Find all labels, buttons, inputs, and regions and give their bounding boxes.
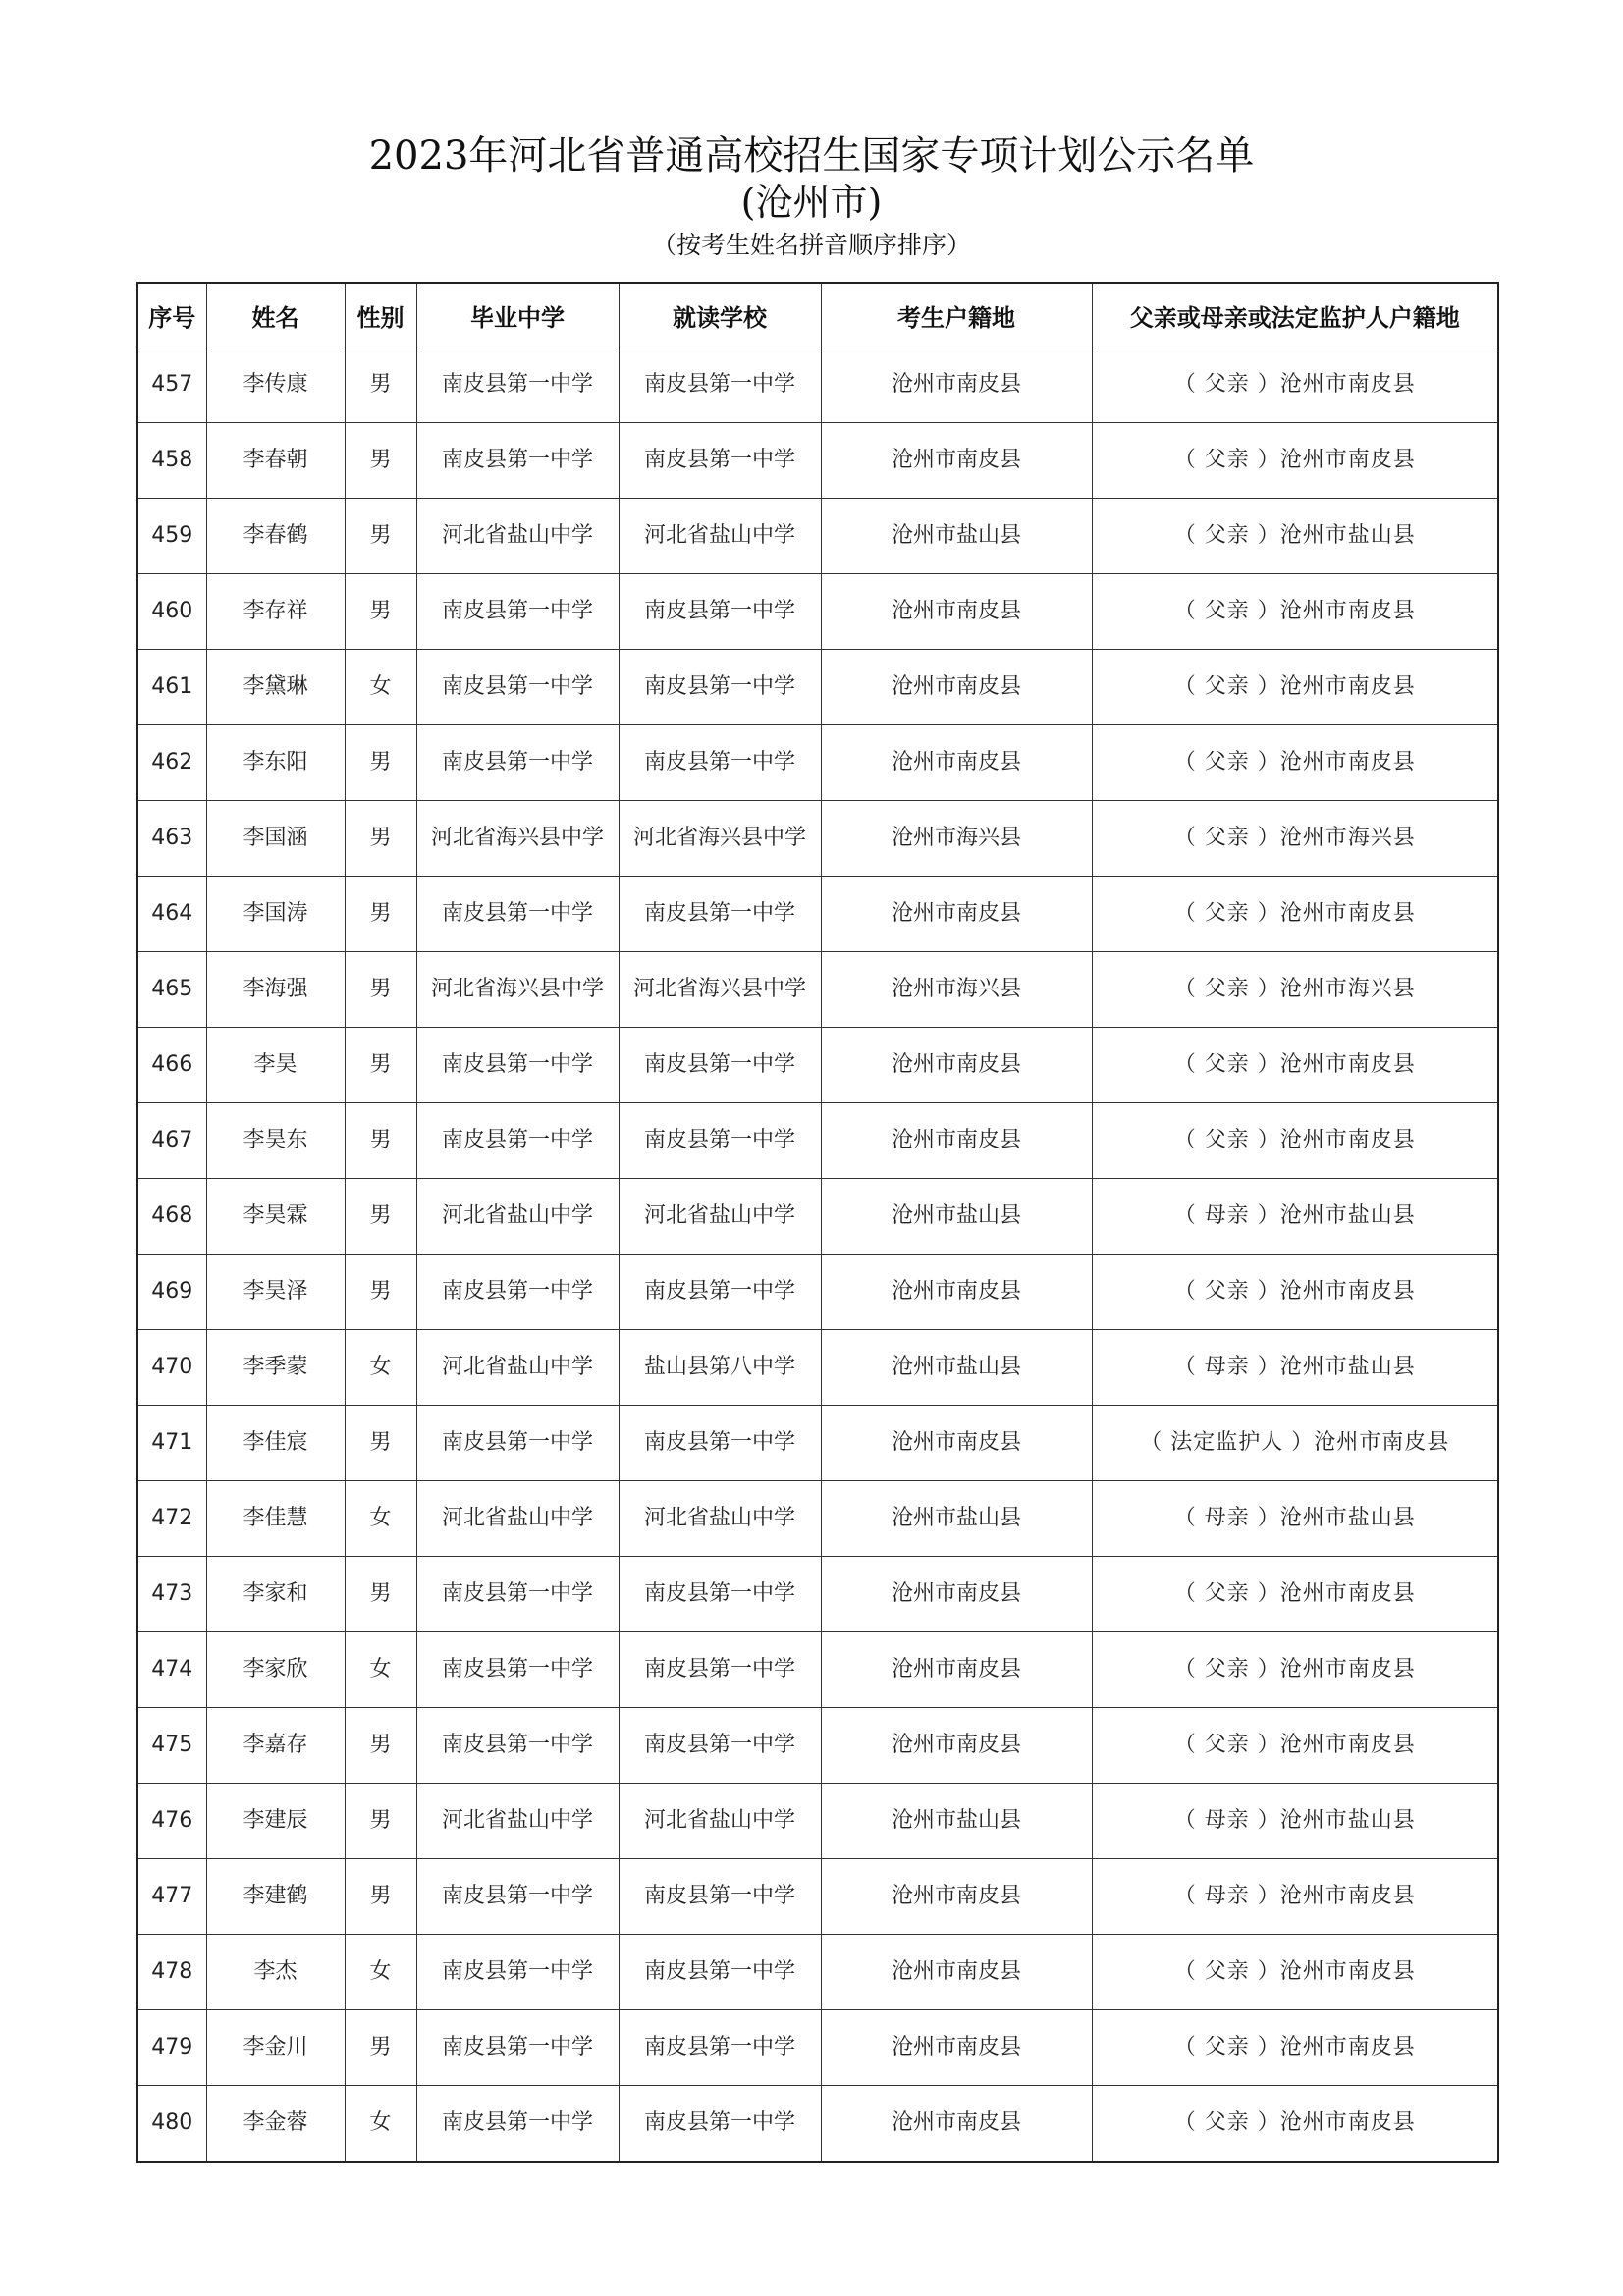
cell-guardian-household: （ 父亲 ）沧州市南皮县 (1092, 2086, 1498, 2163)
cell-gender: 男 (345, 1859, 416, 1935)
cell-student-household: 沧州市南皮县 (821, 877, 1092, 952)
cell-graduation-school: 河北省盐山中学 (416, 1481, 619, 1557)
cell-student-household: 沧州市盐山县 (821, 1481, 1092, 1557)
cell-name: 李佳宸 (206, 1406, 345, 1481)
table-row (137, 1179, 1498, 1255)
cell-graduation-school: 南皮县第一中学 (416, 650, 619, 725)
cell-name: 李嘉存 (206, 1708, 345, 1784)
cell-graduation-school: 南皮县第一中学 (416, 423, 619, 499)
cell-student-household: 沧州市南皮县 (821, 1859, 1092, 1935)
cell-gender: 女 (345, 1481, 416, 1557)
cell-name: 李金川 (206, 2010, 345, 2086)
cell-graduation-school: 南皮县第一中学 (416, 1406, 619, 1481)
cell-seq: 480 (137, 2086, 206, 2163)
cell-name: 李佳慧 (206, 1481, 345, 1557)
cell-student-household: 沧州市南皮县 (821, 1708, 1092, 1784)
cell-seq: 457 (137, 347, 206, 423)
cell-gender: 男 (345, 1179, 416, 1255)
cell-student-household: 沧州市南皮县 (821, 725, 1092, 801)
table-row (137, 2010, 1498, 2086)
table-row (137, 1255, 1498, 1330)
cell-gender: 男 (345, 1028, 416, 1103)
cell-current-school: 南皮县第一中学 (619, 1708, 821, 1784)
header-name: 姓名 (206, 283, 345, 347)
cell-current-school: 南皮县第一中学 (619, 1935, 821, 2010)
cell-gender: 男 (345, 423, 416, 499)
table-row (137, 1859, 1498, 1935)
cell-graduation-school: 南皮县第一中学 (416, 1935, 619, 2010)
cell-graduation-school: 河北省盐山中学 (416, 499, 619, 574)
cell-student-household: 沧州市南皮县 (821, 650, 1092, 725)
cell-seq: 469 (137, 1255, 206, 1330)
cell-gender: 女 (345, 2086, 416, 2163)
table-row (137, 2086, 1498, 2163)
cell-current-school: 南皮县第一中学 (619, 725, 821, 801)
cell-student-household: 沧州市南皮县 (821, 1255, 1092, 1330)
table-row (137, 1330, 1498, 1406)
cell-seq: 470 (137, 1330, 206, 1406)
header-seq: 序号 (137, 283, 206, 347)
cell-guardian-household: （ 父亲 ）沧州市南皮县 (1092, 1708, 1498, 1784)
cell-graduation-school: 南皮县第一中学 (416, 1708, 619, 1784)
cell-graduation-school: 河北省盐山中学 (416, 1179, 619, 1255)
cell-gender: 女 (345, 650, 416, 725)
cell-current-school: 河北省盐山中学 (619, 1784, 821, 1859)
cell-guardian-household: （ 母亲 ）沧州市盐山县 (1092, 1784, 1498, 1859)
cell-guardian-household: （ 父亲 ）沧州市南皮县 (1092, 347, 1498, 423)
cell-gender: 男 (345, 1406, 416, 1481)
cell-seq: 476 (137, 1784, 206, 1859)
header-guardian-household: 父亲或母亲或法定监护人户籍地 (1092, 283, 1498, 347)
cell-graduation-school: 南皮县第一中学 (416, 1028, 619, 1103)
cell-current-school: 南皮县第一中学 (619, 1859, 821, 1935)
table-row (137, 725, 1498, 801)
cell-guardian-household: （ 母亲 ）沧州市盐山县 (1092, 1179, 1498, 1255)
cell-gender: 男 (345, 1103, 416, 1179)
cell-graduation-school: 南皮县第一中学 (416, 877, 619, 952)
cell-student-household: 沧州市南皮县 (821, 1935, 1092, 2010)
cell-graduation-school: 南皮县第一中学 (416, 1103, 619, 1179)
cell-name: 李存祥 (206, 574, 345, 650)
table-row (137, 650, 1498, 725)
table-row (137, 801, 1498, 877)
cell-guardian-household: （ 父亲 ）沧州市南皮县 (1092, 1028, 1498, 1103)
cell-current-school: 南皮县第一中学 (619, 574, 821, 650)
cell-student-household: 沧州市南皮县 (821, 1557, 1092, 1632)
cell-name: 李海强 (206, 952, 345, 1028)
cell-graduation-school: 河北省盐山中学 (416, 1330, 619, 1406)
cell-gender: 男 (345, 952, 416, 1028)
cell-guardian-household: （ 父亲 ）沧州市南皮县 (1092, 423, 1498, 499)
cell-name: 李家和 (206, 1557, 345, 1632)
cell-current-school: 南皮县第一中学 (619, 1028, 821, 1103)
table-row (137, 1406, 1498, 1481)
cell-gender: 男 (345, 877, 416, 952)
cell-name: 李建辰 (206, 1784, 345, 1859)
cell-gender: 男 (345, 347, 416, 423)
cell-name: 李国涛 (206, 877, 345, 952)
cell-current-school: 南皮县第一中学 (619, 1632, 821, 1708)
document-subtitle: (沧州市) (740, 181, 883, 224)
cell-guardian-household: （ 母亲 ）沧州市盐山县 (1092, 1481, 1498, 1557)
cell-guardian-household: （ 父亲 ）沧州市海兴县 (1092, 801, 1498, 877)
cell-gender: 男 (345, 801, 416, 877)
student-roster-table (136, 282, 1499, 2163)
cell-seq: 473 (137, 1557, 206, 1632)
cell-student-household: 沧州市南皮县 (821, 347, 1092, 423)
cell-guardian-household: （ 父亲 ）沧州市南皮县 (1092, 725, 1498, 801)
cell-graduation-school: 河北省海兴县中学 (416, 801, 619, 877)
cell-student-household: 沧州市盐山县 (821, 1784, 1092, 1859)
cell-student-household: 沧州市南皮县 (821, 2010, 1092, 2086)
cell-seq: 477 (137, 1859, 206, 1935)
table-row (137, 1028, 1498, 1103)
cell-gender: 男 (345, 725, 416, 801)
cell-student-household: 沧州市南皮县 (821, 1028, 1092, 1103)
cell-current-school: 南皮县第一中学 (619, 877, 821, 952)
table-row (137, 1708, 1498, 1784)
cell-name: 李金蓉 (206, 2086, 345, 2163)
cell-gender: 男 (345, 2010, 416, 2086)
cell-guardian-household: （ 父亲 ）沧州市南皮县 (1092, 650, 1498, 725)
cell-current-school: 南皮县第一中学 (619, 1557, 821, 1632)
cell-guardian-household: （ 父亲 ）沧州市海兴县 (1092, 952, 1498, 1028)
cell-current-school: 河北省海兴县中学 (619, 801, 821, 877)
cell-guardian-household: （ 父亲 ）沧州市南皮县 (1092, 1557, 1498, 1632)
table-row (137, 574, 1498, 650)
table-row (137, 877, 1498, 952)
cell-guardian-household: （ 父亲 ）沧州市南皮县 (1092, 1103, 1498, 1179)
cell-seq: 459 (137, 499, 206, 574)
cell-seq: 458 (137, 423, 206, 499)
cell-name: 李昊东 (206, 1103, 345, 1179)
cell-graduation-school: 南皮县第一中学 (416, 347, 619, 423)
cell-guardian-household: （ 父亲 ）沧州市南皮县 (1092, 877, 1498, 952)
cell-seq: 467 (137, 1103, 206, 1179)
header-row (137, 283, 1498, 347)
cell-guardian-household: （ 父亲 ）沧州市南皮县 (1092, 2010, 1498, 2086)
cell-guardian-household: （ 母亲 ）沧州市盐山县 (1092, 1330, 1498, 1406)
cell-graduation-school: 南皮县第一中学 (416, 574, 619, 650)
cell-name: 李昊 (206, 1028, 345, 1103)
cell-current-school: 河北省盐山中学 (619, 1481, 821, 1557)
table-row (137, 499, 1498, 574)
header-gender: 性别 (345, 283, 416, 347)
table-row (137, 1784, 1498, 1859)
header-current-school: 就读学校 (619, 283, 821, 347)
cell-seq: 464 (137, 877, 206, 952)
table-header (137, 283, 1498, 347)
cell-seq: 474 (137, 1632, 206, 1708)
cell-name: 李建鹤 (206, 1859, 345, 1935)
table-row (137, 1103, 1498, 1179)
cell-current-school: 南皮县第一中学 (619, 2010, 821, 2086)
cell-graduation-school: 南皮县第一中学 (416, 1255, 619, 1330)
cell-seq: 460 (137, 574, 206, 650)
cell-guardian-household: （ 母亲 ）沧州市南皮县 (1092, 1859, 1498, 1935)
table-row (137, 1632, 1498, 1708)
cell-current-school: 河北省海兴县中学 (619, 952, 821, 1028)
cell-seq: 479 (137, 2010, 206, 2086)
cell-seq: 475 (137, 1708, 206, 1784)
cell-student-household: 沧州市南皮县 (821, 574, 1092, 650)
cell-student-household: 沧州市南皮县 (821, 1632, 1092, 1708)
cell-name: 李昊泽 (206, 1255, 345, 1330)
cell-student-household: 沧州市盐山县 (821, 1330, 1092, 1406)
cell-current-school: 河北省盐山中学 (619, 1179, 821, 1255)
cell-gender: 男 (345, 1255, 416, 1330)
cell-graduation-school: 南皮县第一中学 (416, 725, 619, 801)
document-title: 2023年河北省普通高校招生国家专项计划公示名单 (368, 133, 1255, 179)
cell-gender: 女 (345, 1632, 416, 1708)
cell-current-school: 南皮县第一中学 (619, 347, 821, 423)
table-row (137, 1481, 1498, 1557)
cell-graduation-school: 南皮县第一中学 (416, 1557, 619, 1632)
cell-seq: 461 (137, 650, 206, 725)
cell-current-school: 南皮县第一中学 (619, 1255, 821, 1330)
cell-seq: 478 (137, 1935, 206, 2010)
cell-seq: 466 (137, 1028, 206, 1103)
table-row (137, 952, 1498, 1028)
cell-guardian-household: （ 父亲 ）沧州市南皮县 (1092, 1632, 1498, 1708)
cell-guardian-household: （ 法定监护人 ）沧州市南皮县 (1092, 1406, 1498, 1481)
cell-student-household: 沧州市南皮县 (821, 1103, 1092, 1179)
cell-student-household: 沧州市海兴县 (821, 801, 1092, 877)
cell-current-school: 南皮县第一中学 (619, 423, 821, 499)
cell-student-household: 沧州市南皮县 (821, 2086, 1092, 2163)
cell-name: 李昊霖 (206, 1179, 345, 1255)
cell-graduation-school: 河北省盐山中学 (416, 1784, 619, 1859)
cell-gender: 男 (345, 1708, 416, 1784)
cell-name: 李家欣 (206, 1632, 345, 1708)
cell-current-school: 南皮县第一中学 (619, 650, 821, 725)
cell-student-household: 沧州市南皮县 (821, 423, 1092, 499)
cell-seq: 471 (137, 1406, 206, 1481)
cell-guardian-household: （ 父亲 ）沧州市南皮县 (1092, 1935, 1498, 2010)
cell-current-school: 河北省盐山中学 (619, 499, 821, 574)
cell-graduation-school: 南皮县第一中学 (416, 2010, 619, 2086)
cell-student-household: 沧州市盐山县 (821, 1179, 1092, 1255)
cell-student-household: 沧州市海兴县 (821, 952, 1092, 1028)
cell-seq: 462 (137, 725, 206, 801)
cell-current-school: 盐山县第八中学 (619, 1330, 821, 1406)
cell-seq: 465 (137, 952, 206, 1028)
cell-name: 李国涵 (206, 801, 345, 877)
cell-current-school: 南皮县第一中学 (619, 1406, 821, 1481)
cell-seq: 472 (137, 1481, 206, 1557)
cell-gender: 男 (345, 1784, 416, 1859)
cell-gender: 女 (345, 1935, 416, 2010)
table-row (137, 1935, 1498, 2010)
table-row (137, 347, 1498, 423)
cell-gender: 男 (345, 499, 416, 574)
cell-name: 李东阳 (206, 725, 345, 801)
sort-note: （按考生姓名拼音顺序排序） (651, 231, 971, 259)
cell-gender: 女 (345, 1330, 416, 1406)
header-student-household: 考生户籍地 (821, 283, 1092, 347)
cell-current-school: 南皮县第一中学 (619, 2086, 821, 2163)
cell-guardian-household: （ 父亲 ）沧州市南皮县 (1092, 1255, 1498, 1330)
table-body (137, 347, 1498, 2163)
cell-student-household: 沧州市盐山县 (821, 499, 1092, 574)
header-graduation-school: 毕业中学 (416, 283, 619, 347)
cell-graduation-school: 南皮县第一中学 (416, 2086, 619, 2163)
table-row (137, 1557, 1498, 1632)
cell-seq: 463 (137, 801, 206, 877)
cell-name: 李春鹤 (206, 499, 345, 574)
cell-student-household: 沧州市南皮县 (821, 1406, 1092, 1481)
cell-name: 李黛琳 (206, 650, 345, 725)
cell-guardian-household: （ 父亲 ）沧州市盐山县 (1092, 499, 1498, 574)
cell-seq: 468 (137, 1179, 206, 1255)
cell-graduation-school: 河北省海兴县中学 (416, 952, 619, 1028)
cell-graduation-school: 南皮县第一中学 (416, 1859, 619, 1935)
cell-guardian-household: （ 父亲 ）沧州市南皮县 (1092, 574, 1498, 650)
cell-name: 李季蒙 (206, 1330, 345, 1406)
cell-gender: 男 (345, 1557, 416, 1632)
cell-gender: 男 (345, 574, 416, 650)
cell-name: 李杰 (206, 1935, 345, 2010)
cell-name: 李传康 (206, 347, 345, 423)
table-row (137, 423, 1498, 499)
cell-graduation-school: 南皮县第一中学 (416, 1632, 619, 1708)
cell-current-school: 南皮县第一中学 (619, 1103, 821, 1179)
cell-name: 李春朝 (206, 423, 345, 499)
